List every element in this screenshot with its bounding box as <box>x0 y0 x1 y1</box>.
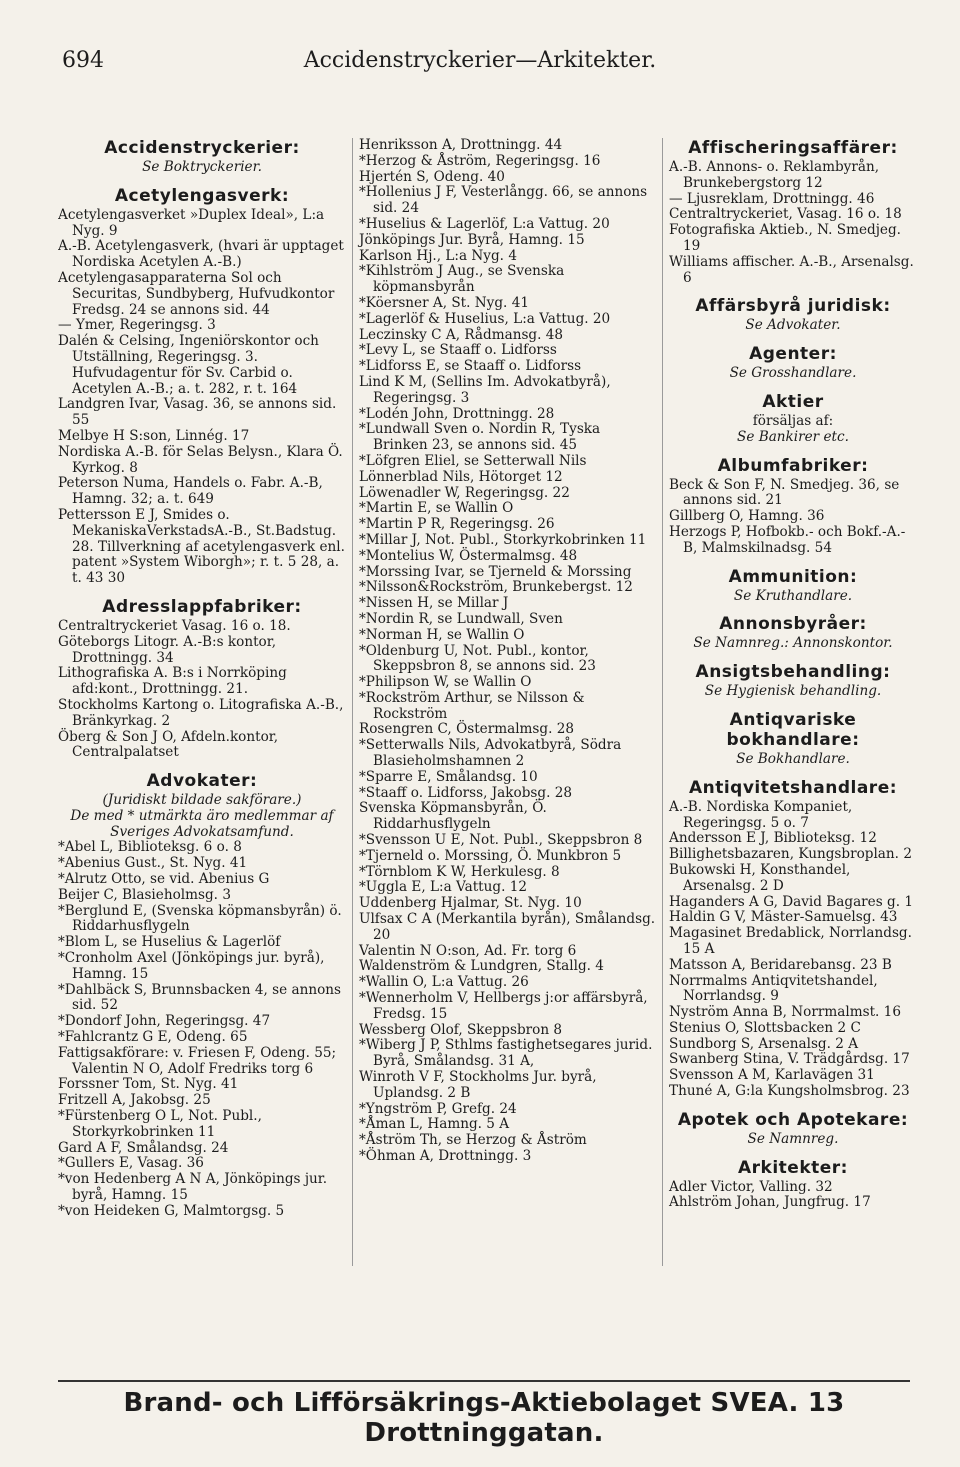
directory-entry: Fattigsakförare: v. Friesen F, Odeng. 55; Valentin N O, Adolf Fredriks torg 6 <box>58 1044 337 1077</box>
directory-entry: *Dondorf John, Regeringsg. 47 <box>58 1013 271 1030</box>
directory-entry: Beck & Son F, N. Smedjeg. 36, se annons sid. 21 <box>669 476 900 509</box>
section-heading: Annonsbyråer: <box>719 614 867 635</box>
directory-entry: Löwenadler W, Regeringsg. 22 <box>359 484 570 501</box>
directory-entry: Valentin N O:son, Ad. Fr. torg 6 <box>359 942 577 959</box>
directory-entry: *Löfgren Eliel, se Setterwall Nils <box>359 452 587 469</box>
section-heading: Agenter: <box>749 344 837 365</box>
directory-entry: Andersson E J, Biblioteksg. 12 <box>669 830 877 847</box>
directory-entry: *Sparre E, Smålandsg. 10 <box>359 768 538 785</box>
directory-entry: A.-B. Nordiska Kompaniet, Regeringsg. 5 o. 7 <box>669 798 853 831</box>
see-reference: Se Bokhandlare. <box>736 750 850 767</box>
entry-list <box>58 619 346 761</box>
directory-entry: *Nordin R, se Lundwall, Sven <box>359 610 563 627</box>
directory-entry: Pettersson E J, Smides o. MekaniskaVerkstadsA.-B., St.Badstug. 28. Tillverkning af acetylengasverk enl. patent »System Wiborgh»; r. t. 5 28, a. t. 43 30 <box>58 506 345 587</box>
directory-entry: *Levy L, se Staaff o. Lidforss <box>359 342 557 359</box>
directory-entry: *Lidforss E, se Staaff o. Lidforss <box>359 358 582 375</box>
directory-entry: *Abel L, Biblioteksg. 6 o. 8 <box>58 839 242 856</box>
column-1 <box>58 138 346 1266</box>
directory-entry: Sundborg S, Arsenalsg. 2 A <box>669 1035 859 1052</box>
section-heading: Affärsbyrå juridisk: <box>695 296 891 317</box>
section-heading: Antiqvariske bokhandlare: <box>726 709 860 750</box>
directory-entry: — Ymer, Regeringsg. 3 <box>58 317 216 334</box>
directory-entry: Uddenberg Hjalmar, St. Nyg. 10 <box>359 895 582 912</box>
directory-entry: Lind K M, (Sellins Im. Advokatbyrå), Regeringsg. 3 <box>359 373 611 406</box>
section-heading: Ammunition: <box>728 566 858 587</box>
directory-entry: Lithografiska A. B:s i Norrköping afd:kont., Drottningg. 21. <box>58 665 287 698</box>
section-heading: Accidenstryckerier: <box>104 138 300 158</box>
directory-entry: — Ljusreklam, Drottningg. 46 <box>669 190 875 207</box>
directory-entry: Gard A F, Smålandsg. 24 <box>58 1139 229 1156</box>
see-reference: Se Boktryckerier. <box>142 159 262 175</box>
directory-entry: Nordiska A.-B. för Selas Belysn., Klara Ö. Kyrkog. 8 <box>58 443 343 476</box>
directory-entry: Svensson A M, Karlavägen 31 <box>669 1067 875 1084</box>
section-heading: Apotek och Apotekare: <box>677 1109 909 1130</box>
directory-entry: Stockholms Kartong o. Litografiska A.-B., Bränkyrkag. 2 <box>58 696 344 729</box>
directory-entry: Svenska Köpmansbyrån, Ö. Riddarhusflygeln <box>359 800 547 833</box>
entry-list <box>669 800 917 1100</box>
directory-entry: *Fürstenberg O L, Not. Publ., Storkyrkobrinken 11 <box>58 1108 262 1140</box>
directory-entry: *Morssing Ivar, se Tjerneld & Morssing <box>359 563 632 580</box>
directory-entry: Wessberg Olof, Skeppsbron 8 <box>359 1021 563 1038</box>
column-3 <box>662 138 917 1266</box>
directory-entry: Bukowski H, Konsthandel, Arsenalsg. 2 D <box>669 861 851 894</box>
directory-entry: *Kihlström J Aug., se Svenska köpmansbyrån <box>359 263 565 296</box>
directory-entry: Adler Victor, Valling. 32 <box>669 1178 833 1195</box>
directory-entry: Waldenström & Lundgren, Stallg. 4 <box>359 958 604 975</box>
directory-entry: Matsson A, Beridarebansg. 23 B <box>669 956 892 973</box>
entry-list <box>669 160 917 286</box>
column-2 <box>352 138 657 1266</box>
directory-entry: *Millar J, Not. Publ., Storkyrkobrinken 11 <box>359 531 647 548</box>
see-reference: Se Grosshandlare. <box>729 365 857 382</box>
directory-entry: *Köersner A, St. Nyg. 41 <box>359 294 530 311</box>
directory-entry: Thuné A, G:la Kungsholmsbrog. 23 <box>669 1083 910 1100</box>
directory-entry: Beijer C, Blasieholmsg. 3 <box>58 886 231 903</box>
directory-entry: *Lodén John, Drottningg. 28 <box>359 405 555 422</box>
directory-entry: Gillberg O, Hamng. 36 <box>669 508 825 525</box>
directory-entry: *Yngström P, Grefg. 24 <box>359 1100 517 1117</box>
directory-entry: Öberg & Son J O, Afdeln.kontor, Centralpalatset <box>58 728 279 761</box>
directory-entry: *Huselius & Lagerlöf, L:a Vattug. 20 <box>359 215 610 232</box>
page-number: 694 <box>62 48 104 73</box>
directory-entry: Dalén & Celsing, Ingeniörskontor och Utställning, Regeringsg. 3. Hufvudagentur för Sv. Carbid o. Acetylen A.-B.; a. t. 282, r. t. 164 <box>58 333 319 397</box>
directory-entry: *Norman H, se Wallin O <box>359 626 525 643</box>
see-reference: Se Advokater. <box>745 317 841 334</box>
directory-entry: Henriksson A, Drottningg. 44 <box>359 138 563 153</box>
directory-entry: *Martin P R, Regeringsg. 26 <box>359 516 555 533</box>
directory-entry: Magasinet Bredablick, Norrlandsg. 15 A <box>669 925 912 957</box>
directory-entry: Acetylengasapparaterna Sol och Securitas, Sundbyberg, Hufvudkontor Fredsg. 24 se annons sid. 44 <box>58 269 335 318</box>
directory-entry: *Dahlbäck S, Brunnsbacken 4, se annons sid. 52 <box>58 981 342 1014</box>
section-heading: Ansigtsbehandling: <box>695 662 891 683</box>
directory-entry: *Montelius W, Östermalmsg. 48 <box>359 547 578 564</box>
directory-entry: *Tjerneld o. Morssing, Ö. Munkbron 5 <box>359 847 622 864</box>
section-heading: Advokater: <box>146 771 258 792</box>
directory-entry: Haganders A G, David Bagares g. 1 <box>669 893 914 910</box>
directory-entry: *Uggla E, L:a Vattug. 12 <box>359 879 528 896</box>
directory-entry: Haldin G V, Mäster-Samuelsg. 43 <box>669 909 898 926</box>
directory-entry: *Cronholm Axel (Jönköpings jur. byrå), Hamng. 15 <box>58 950 325 982</box>
directory-entry: Rosengren C, Östermalmsg. 28 <box>359 721 575 738</box>
see-reference: Se Hygienisk behandling. <box>704 683 882 700</box>
entry-list <box>669 1180 917 1212</box>
directory-entry: Leczinsky C A, Rådmansg. 48 <box>359 326 564 343</box>
directory-entry: Peterson Numa, Handels o. Fabr. A.-B, Hamng. 32; a. t. 649 <box>58 475 323 508</box>
entry-list <box>359 138 657 1165</box>
directory-entry: *Öhman A, Drottningg. 3 <box>359 1148 532 1164</box>
see-reference: Se Namnreg.: Annonskontor. <box>693 635 893 652</box>
directory-entry: Göteborgs Litogr. A.-B:s kontor, Drottningg. 34 <box>58 633 277 666</box>
entry-list <box>58 840 346 1219</box>
directory-entry: *Nilsson&Rockström, Brunkebergst. 12 <box>359 579 633 596</box>
entry-list <box>669 478 917 557</box>
directory-entry: *Setterwalls Nils, Advokatbyrå, Södra Blasieholmshamnen 2 <box>359 737 622 770</box>
directory-entry: Forssner Tom, St. Nyg. 41 <box>58 1076 239 1093</box>
section-subheading: försäljas af: <box>752 412 834 429</box>
section-note: (Juridiskt bildade sakförare.) <box>102 792 302 809</box>
directory-entry: *Lundwall Sven o. Nordin R, Tyska Brinken 23, se annons sid. 45 <box>359 421 601 454</box>
directory-entry: Landgren Ivar, Vasag. 36, se annons sid. 55 <box>58 396 337 429</box>
directory-entry: *Oldenburg U, Not. Publ., kontor, Skeppsbron 8, se annons sid. 23 <box>359 642 596 675</box>
directory-entry: Centraltryckeriet Vasag. 16 o. 18. <box>58 617 291 634</box>
directory-entry: *Åman L, Hamng. 5 A <box>359 1116 510 1133</box>
directory-entry: Winroth V F, Stockholms Jur. byrå, Uplandsg. 2 B <box>359 1069 597 1101</box>
section-note: De med * utmärkta äro medlemmar af Sveriges Advokatsamfund. <box>70 807 334 840</box>
directory-entry: *Philipson W, se Wallin O <box>359 674 532 691</box>
directory-entry: A.-B. Annons- o. Reklambyrån, Brunkebergstorg 12 <box>669 159 880 191</box>
directory-entry: *Wiberg J P, Sthlms fastighetsegares jurid. Byrå, Smålandsg. 31 A, <box>359 1037 653 1070</box>
directory-entry: *Fahlcrantz G E, Odeng. 65 <box>58 1029 248 1046</box>
directory-entry: *Rockström Arthur, se Nilsson & Rockström <box>359 689 585 722</box>
directory-entry: *Törnblom K W, Herkulesg. 8 <box>359 863 560 880</box>
directory-entry: *Abenius Gust., St. Nyg. 41 <box>58 855 248 872</box>
directory-entry: *Åström Th, se Herzog & Åström <box>359 1132 587 1149</box>
directory-entry: *Staaff o. Lidforss, Jakobsg. 28 <box>359 784 573 801</box>
directory-entry: Centraltryckeriet, Vasag. 16 o. 18 <box>669 206 902 223</box>
footer-advertisement: Brand- och Lifförsäkrings-Aktiebolaget SVEA. 13 Drottninggatan. <box>58 1380 910 1448</box>
see-reference: Se Bankirer etc. <box>737 428 849 445</box>
directory-entry: Norrmalms Antiqvitetshandel, Norrlandsg. 9 <box>669 972 878 1005</box>
directory-entry: Nyström Anna B, Norrmalmst. 16 <box>669 1004 901 1021</box>
directory-entry: Acetylengasverket »Duplex Ideal», L:a Nyg. 9 <box>58 206 325 239</box>
directory-entry: *Blom L, se Huselius & Lagerlöf <box>58 934 281 951</box>
directory-entry: *Gullers E, Vasag. 36 <box>58 1155 204 1172</box>
directory-entry: *Lagerlöf & Huselius, L:a Vattug. 20 <box>359 310 611 327</box>
directory-entry: *Martin E, se Wallin O <box>359 500 514 517</box>
directory-entry: Karlson Hj., L:a Nyg. 4 <box>359 247 517 264</box>
directory-entry: *Wallin O, L:a Vattug. 26 <box>359 974 529 991</box>
directory-entry: *Alrutz Otto, se vid. Abenius G <box>58 871 270 888</box>
section-heading: Affischeringsaffärer: <box>688 138 898 158</box>
directory-entry: Swanberg Stina, V. Trädgårdsg. 17 <box>669 1051 910 1068</box>
directory-entry: *Hollenius J F, Vesterlångg. 66, se annons sid. 24 <box>359 184 648 217</box>
directory-entry: *Nissen H, se Millar J <box>359 595 509 612</box>
directory-entry: Jönköpings Jur. Byrå, Hamng. 15 <box>359 231 585 248</box>
directory-entry: *Herzog & Åström, Regeringsg. 16 <box>359 152 601 169</box>
directory-entry: Ahlström Johan, Jungfrug. 17 <box>669 1194 871 1211</box>
section-heading: Albumfabriker: <box>717 455 869 476</box>
running-head: Accidenstryckerier—Arkitekter. <box>303 48 657 73</box>
directory-entry: Melbye H S:son, Linnég. 17 <box>58 427 250 444</box>
directory-entry: *von Hedenberg A N A, Jönköpings jur. byrå, Hamng. 15 <box>58 1171 328 1204</box>
section-heading: Aktier <box>762 391 824 412</box>
directory-entry: Ulfsax C A (Merkantila byrån), Smålandsg. 20 <box>359 911 656 943</box>
directory-entry: Fritzell A, Jakobsg. 25 <box>58 1092 211 1109</box>
directory-entry: A.-B. Acetylengasverk, (hvari är upptaget Nordiska Acetylen A.-B.) <box>58 238 344 271</box>
see-reference: Se Kruthandlare. <box>733 587 853 604</box>
directory-entry: Williams affischer. A.-B., Arsenalsg. 6 <box>669 253 914 286</box>
directory-entry: Hjertén S, Odeng. 40 <box>359 168 505 185</box>
see-reference: Se Namnreg. <box>747 1130 839 1147</box>
directory-entry: *Berglund E, (Svenska köpmansbyrån) ö. Riddarhusflygeln <box>58 902 342 935</box>
directory-entry: Billighetsbazaren, Kungsbroplan. 2 <box>669 846 912 863</box>
section-heading: Antiqvitetshandlare: <box>688 777 898 798</box>
directory-entry: Herzogs P, Hofbokb.- och Bokf.-A.-B, Malmskilnadsg. 54 <box>669 523 906 556</box>
entry-list <box>58 208 346 587</box>
directory-entry: *Svensson U E, Not. Publ., Skeppsbron 8 <box>359 832 643 849</box>
page-header <box>0 48 960 88</box>
directory-entry: *Wennerholm V, Hellbergs j:or affärsbyrå, Fredsg. 15 <box>359 990 648 1022</box>
directory-entry: Lönnerblad Nils, Hötorget 12 <box>359 468 563 485</box>
section-heading: Adresslappfabriker: <box>102 596 302 617</box>
section-heading: Acetylengasverk: <box>114 185 290 206</box>
directory-entry: Stenius O, Slottsbacken 2 C <box>669 1019 861 1036</box>
directory-entry: Fotografiska Aktieb., N. Smedjeg. 19 <box>669 222 902 254</box>
section-heading: Arkitekter: <box>738 1157 848 1178</box>
directory-entry: *von Heideken G, Malmtorgsg. 5 <box>58 1202 285 1219</box>
